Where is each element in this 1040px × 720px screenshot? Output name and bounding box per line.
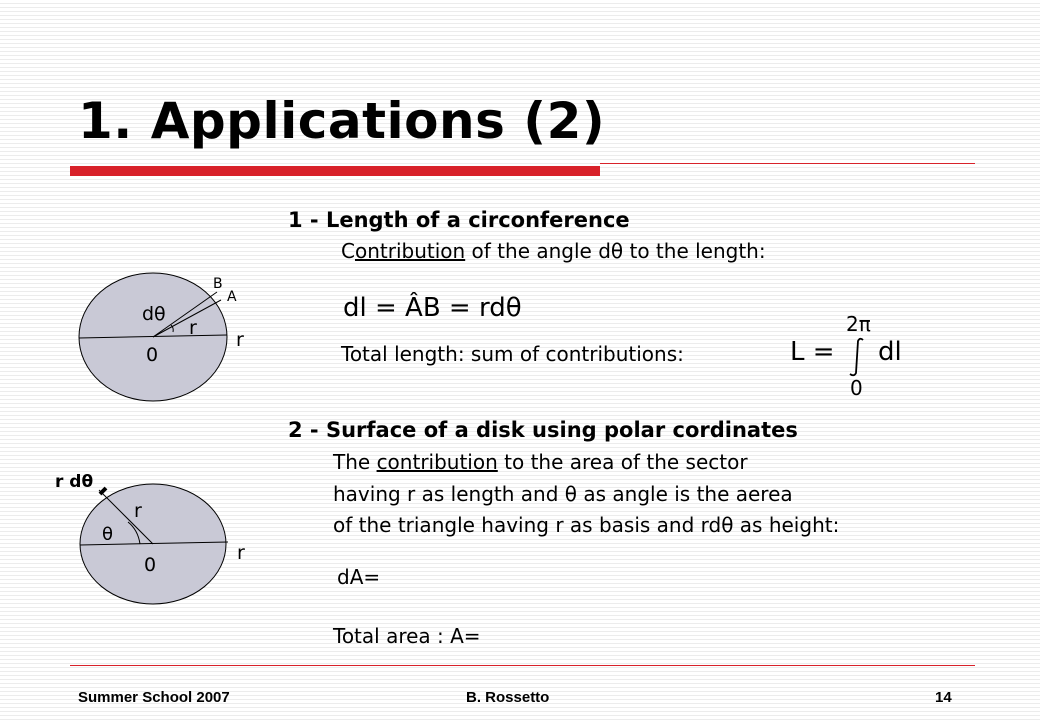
point-a-label: A xyxy=(227,289,237,305)
section2-heading: 2 - Surface of a disk using polar cordinates xyxy=(288,418,798,442)
total-length-label: Total length: sum of contributions: xyxy=(341,342,684,366)
footer-author: B. Rossetto xyxy=(466,689,550,706)
title-accent-bar xyxy=(70,166,600,176)
footer-event: Summer School 2007 xyxy=(78,689,230,706)
title-divider-line xyxy=(600,163,975,164)
integral-upper-bound: 2π xyxy=(846,312,871,336)
inner-radius-label: r xyxy=(134,500,142,522)
total-area-expression: Total area : A= xyxy=(333,624,481,648)
rdtheta-label: r dθ xyxy=(55,472,94,492)
footer-divider-line xyxy=(70,665,975,666)
section2-line1: The contribution to the area of the sector xyxy=(333,450,748,474)
rdtheta-segment xyxy=(100,488,106,494)
dtheta-label: dθ xyxy=(142,303,166,325)
outer-radius-label: r xyxy=(237,542,245,564)
inner-radius-label: r xyxy=(189,317,197,339)
integral-sign-icon xyxy=(846,336,868,378)
footer-page-number: 14 xyxy=(935,689,952,706)
integral-lower-bound: 0 xyxy=(850,376,863,400)
origin-label: 0 xyxy=(146,344,159,366)
theta-label: θ xyxy=(102,524,114,545)
section2-line3: of the triangle having r as basis and rdθ as height: xyxy=(333,513,840,537)
point-b-label: B xyxy=(213,276,223,292)
page-title: 1. Applications (2) xyxy=(78,92,606,150)
section1-description: Contribution of the angle dθ to the length: xyxy=(341,239,766,263)
da-expression: dA= xyxy=(337,565,381,589)
integral-lhs: L = xyxy=(790,337,835,367)
integral-body: dl xyxy=(878,337,902,367)
section1-heading: 1 - Length of a circonference xyxy=(288,208,630,232)
outer-radius-label: r xyxy=(236,329,244,351)
circle-diagram-sector xyxy=(50,470,260,610)
section2-line2: having r as length and θ as angle is the aerea xyxy=(333,482,793,506)
circle-diagram-arc xyxy=(74,262,264,410)
arc-length-formula: dl = ÂB = rdθ xyxy=(343,293,522,323)
origin-label: 0 xyxy=(144,554,157,576)
